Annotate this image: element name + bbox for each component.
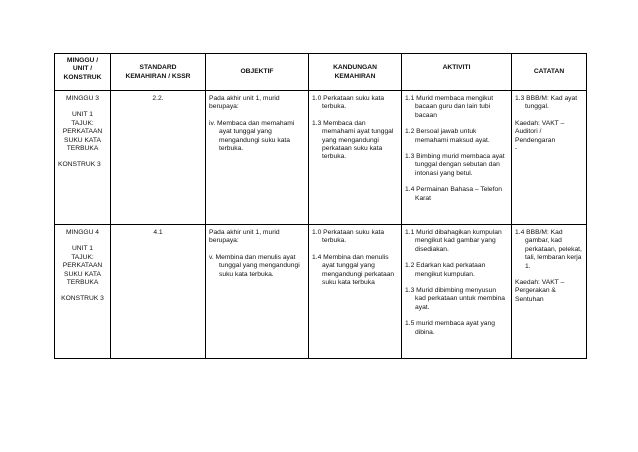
week-label: MINGGU 3 [65,95,100,102]
unit-line: UNIT 1 [71,111,94,119]
catatan-item: Kaedah: VAKT – Auditori / Pendengaran [515,119,565,144]
aktiviti-item: 1.2 Bersoal jawab untuk memahami maksud ayat. [405,128,490,144]
objektif-item: iv. Membaca dan memahami ayat tunggal yang mengandungi suku kata terbuka. [209,119,295,153]
kandungan-cell [309,225,402,359]
catatan-item: - [515,145,518,153]
table-row [55,91,587,225]
catatan-item: Kaedah: VAKT – Pergerakan & Sentuhan [515,279,565,303]
unit-line: TERBUKA [66,145,99,153]
unit-line: SUKU KATA [64,136,101,144]
aktiviti-item: 1.4 Permainan Bahasa – Telefon Karat [405,186,502,202]
aktiviti-item: 1.5 murid membaca ayat yang dibina. [405,320,495,336]
header-kandungan [309,54,402,91]
catatan-item: 1.3 BBB/M: Kad ayat tunggal. [515,95,578,111]
kandungan-cell [309,91,402,225]
header-standard-line: STANDARD [139,64,177,72]
konstruk-label: KONSTRUK 3 [61,295,104,303]
header-objektif: OBJEKTIF [206,54,309,91]
aktiviti-item: 1.3 Bimbing murid membaca ayat tunggal dengan sebutan dan intonasi yang betul. [405,153,505,177]
aktiviti-item: 1.1 Murid dibahagikan kumpulan mengikut kad gambar yang disediakan. [405,229,502,253]
header-row [55,54,587,91]
minggu-cell [55,91,111,225]
header-catatan: CATATAN [512,54,587,91]
objektif-cell [206,91,309,225]
aktiviti-cell [402,225,512,359]
header-kandungan-line: KANDUNGAN [333,64,377,72]
unit-line: TAJUK: [71,119,94,127]
header-minggu-line: KONSTRUK [63,73,102,81]
header-minggu-line: UNIT / [72,65,93,73]
unit-line: PERKATAAN [62,262,103,270]
unit-line: UNIT 1 [71,245,94,253]
unit-line: SUKU KATA [64,270,101,278]
unit-line: TAJUK: [71,253,94,261]
objektif-item: v. Membina dan menulis ayat tunggal yang mengandungi suku kata terbuka. [209,253,300,278]
standard-cell: 4.1 [111,225,206,359]
week-label: MINGGU 4 [65,229,100,236]
catatan-item: 1.4 BBB/M: Kad gambar, kad perkataan, pelekat, tali, lembaran kerja 1. [515,229,582,270]
header-aktiviti: AKTIVITI [402,54,512,91]
header-minggu [55,54,111,91]
kandungan-item: 1.0 Perkataan suku kata terbuka. [312,95,385,111]
kandungan-item: 1.4 Membina dan menulis ayat tunggal yang mengandungi perkataan suku kata terbuka [312,253,395,287]
aktiviti-item: 1.2 Edarkan kad perkataan mengikut kumpulan. [405,262,486,278]
objektif-lead: Pada akhir unit 1, murid berupaya: [209,95,280,111]
catatan-cell [512,91,587,225]
kandungan-item: 1.0 Perkataan suku kata terbuka. [312,229,385,245]
minggu-cell [55,225,111,359]
aktiviti-cell [402,91,512,225]
unit-line: PERKATAAN [62,128,103,136]
standard-cell: 2.2. [111,91,206,225]
konstruk-label: KONSTRUK 3 [58,161,101,169]
aktiviti-item: 1.3 Murid dibimbing menyusun kad perkataan untuk membina ayat. [405,287,505,311]
header-standard [111,54,206,91]
objektif-lead: Pada akhir unit 1, murid berupaya: [209,229,280,245]
objektif-cell [206,225,309,359]
aktiviti-item: 1.1 Murid membaca mengikut bacaan guru dan lain tubi bacaan [405,95,494,119]
table-row [55,225,587,359]
header-minggu-line: MINGGU / [66,57,99,64]
header-standard-line: KEMAHIRAN / KSSR [125,72,191,80]
unit-line: TERBUKA [66,279,99,287]
lesson-plan-table [54,53,587,359]
kandungan-item: 1.3 Membaca dan memahami ayat tunggal yang mengandungi perkataan suku kata terbuka. [312,119,394,161]
header-kandungan-line: KEMAHIRAN [334,72,376,80]
catatan-cell [512,225,587,359]
